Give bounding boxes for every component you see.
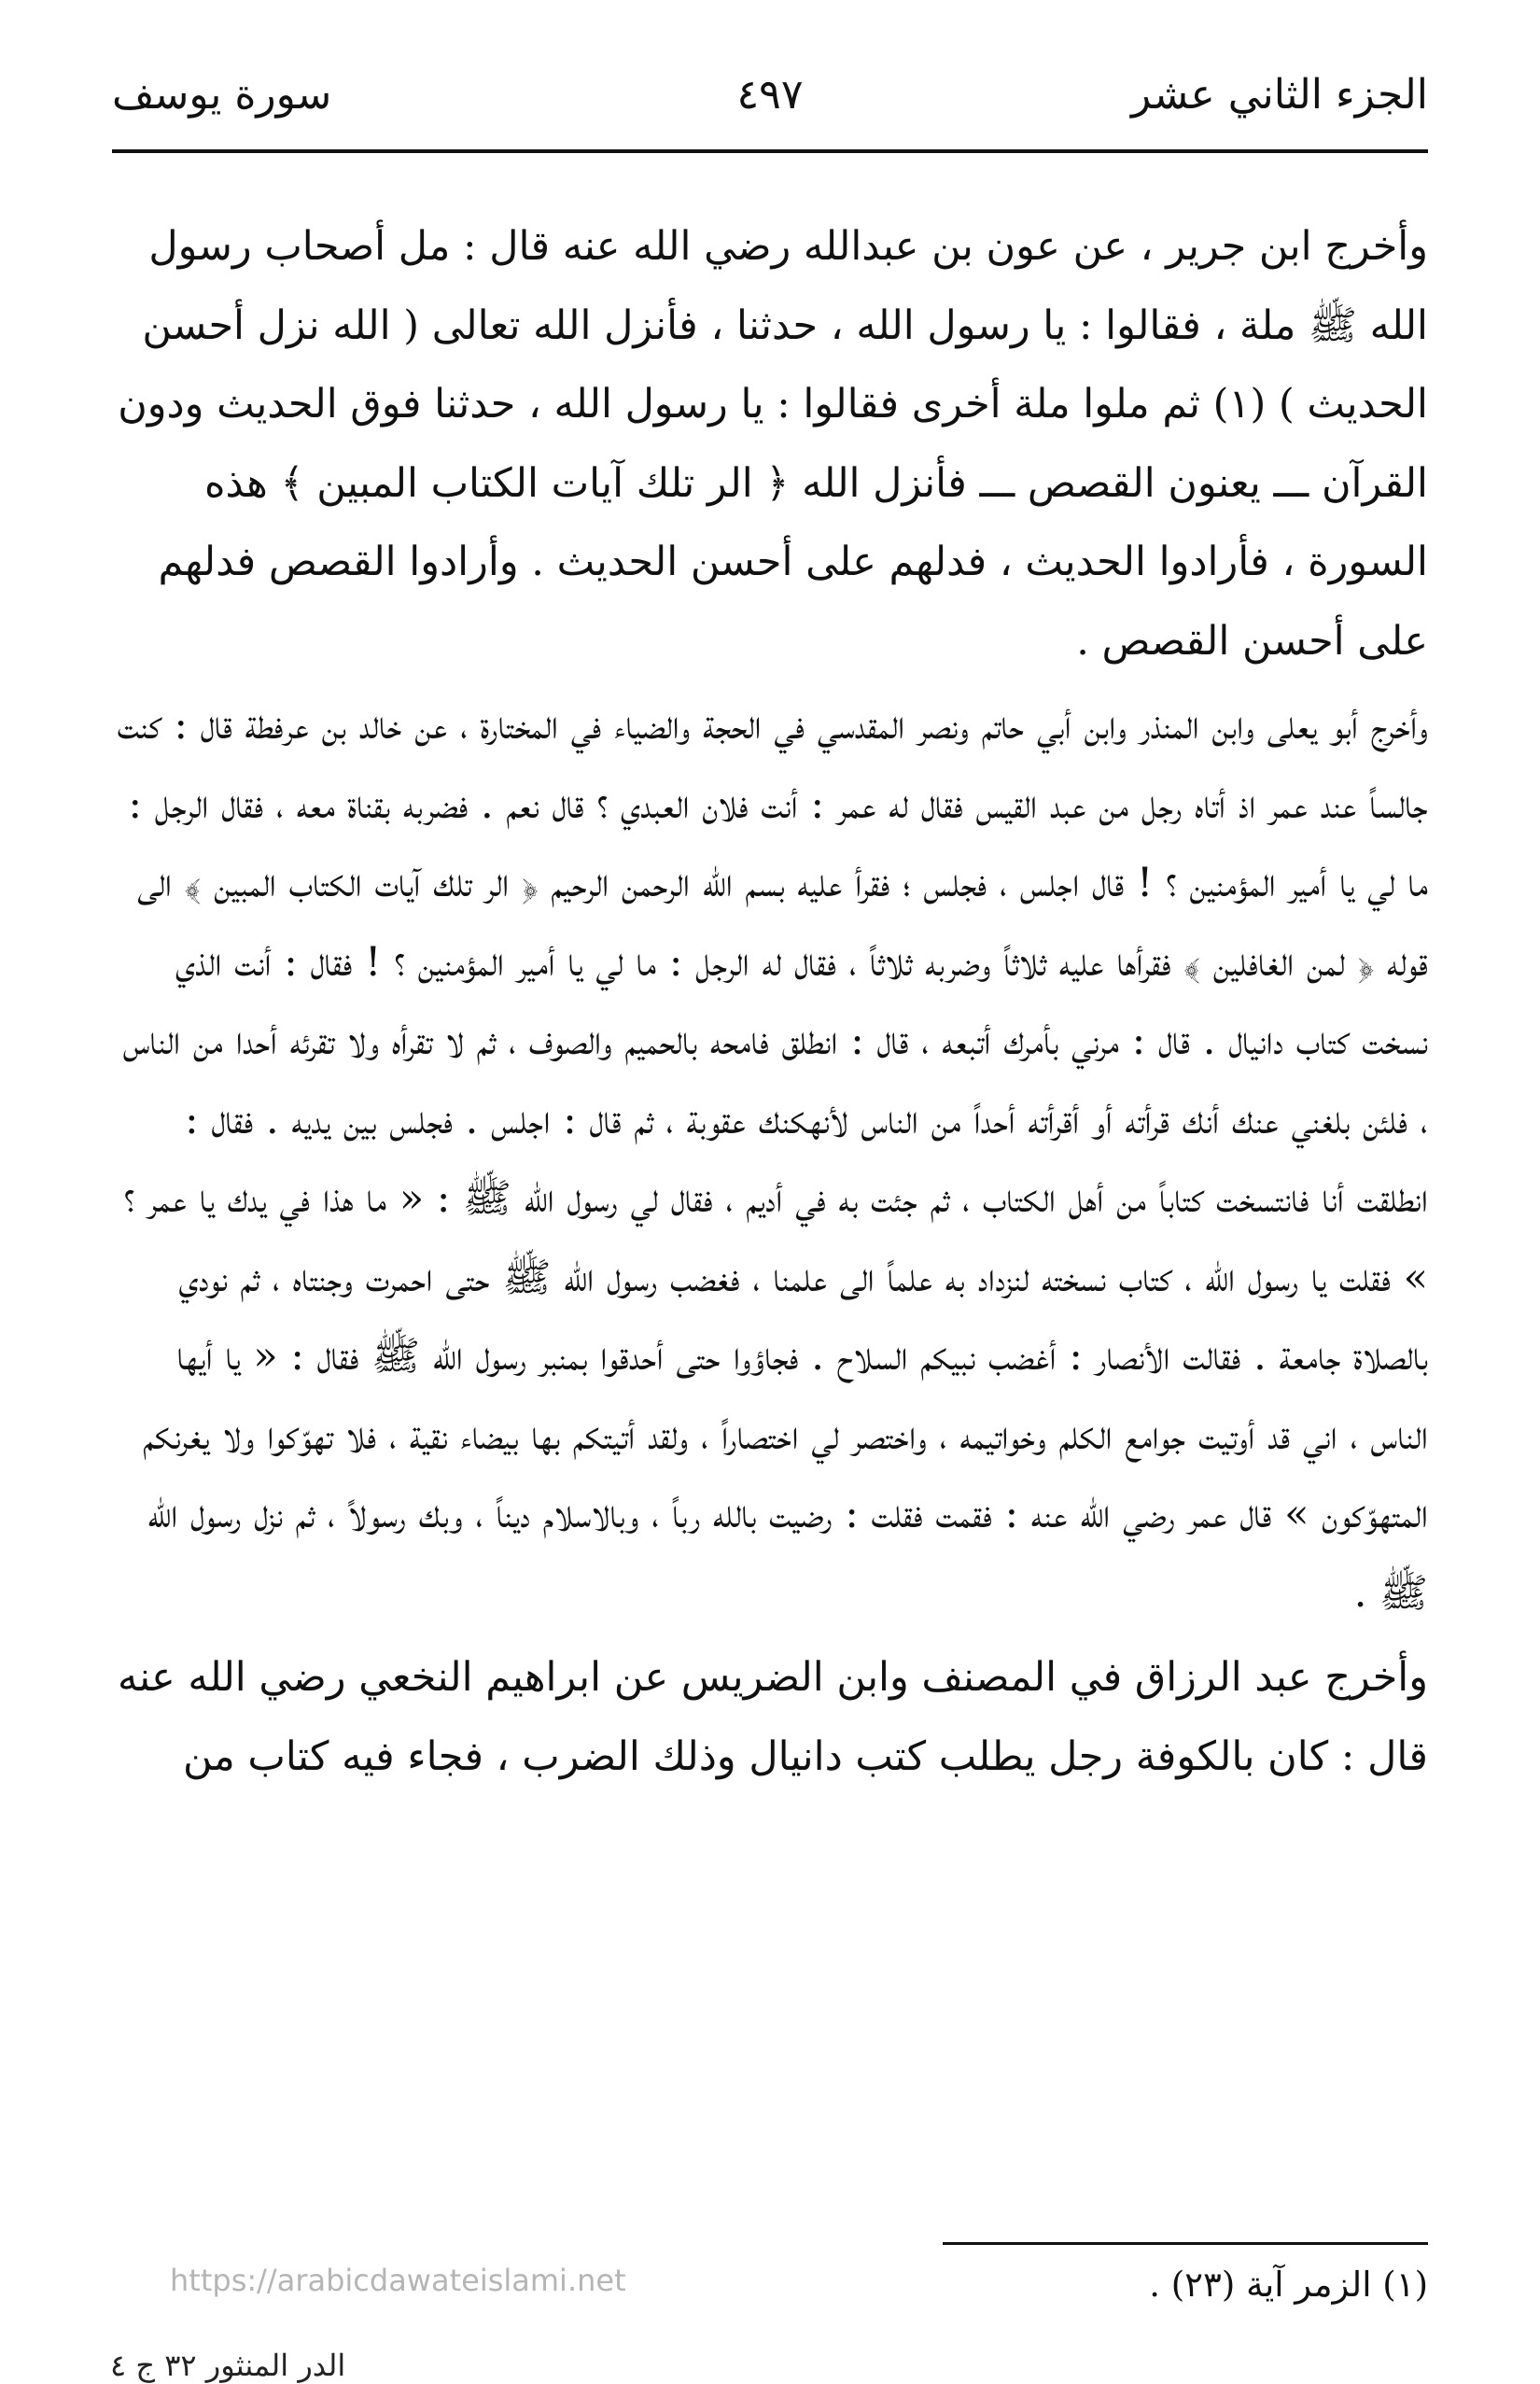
footnote-divider: [943, 2242, 1428, 2245]
bottom-signature: الدر المنثور ٣٢ ج ٤: [110, 2348, 346, 2383]
header-page-number: ٤٩٧: [736, 71, 804, 119]
footnote: (١) الزمر آية (٢٣) .: [1149, 2265, 1428, 2305]
header-part-title: الجزء الثاني عشر: [1131, 71, 1428, 119]
paragraph-1: وأخرج ابن جرير ، عن عون بن عبدالله رضي الله عنه قال : مل أصحاب رسول الله ﷺ ملة ، فقالوا : يا رسول الله ، حدثنا ، فأنزل الله تعالى ( الله نزل أحسن الحديث ) (١) ثم ملوا ملة أخرى فقالوا : يا رسول الله ، حدثنا فوق الحديث ودون القرآن ـــ يعنون القصص ـــ فأنزل الله ﴿ الر تلك آيات الكتاب المبين ﴾ هذه السورة ، فأرادوا الحديث ، فدلهم على أحسن الحديث . وأرادوا القصص فدلهم على أحسن القصص .: [118, 223, 1428, 665]
header-divider: [112, 149, 1428, 153]
paragraph-3: وأخرج عبد الرزاق في المصنف وابن الضريس عن ابراهيم النخعي رضي الله عنه قال : كان بالكوفة رجل يطلب كتب دانيال وذلك الضرب ، فجاء فيه كتاب من: [118, 1654, 1428, 1780]
header-surah-title: سورة يوسف: [112, 71, 332, 119]
watermark-url: https://arabicdawateislami.net: [170, 2263, 626, 2298]
paragraph-2: وأخرج أبو يعلى وابن المنذر وابن أبي حاتم ونصر المقدسي في الحجة والضياء في المختارة ، عن خالد بن عرفطة قال : كنت جالساً عند عمر اذ أتاه رجل من عبد القيس فقال له عمر : أنت فلان العبدي ؟ قال نعم . فضربه بقناة معه ، فقال الرجل : ما لي يا أمير المؤمنين ؟ ! قال اجلس ، فجلس ؛ فقرأ عليه بسم الله الرحمن الرحيم ﴿ الر تلك آيات الكتاب المبين ﴾ الى قوله ﴿ لمن الغافلين ﴾ فقرأها عليه ثلاثاً وضربه ثلاثاً ، فقال له الرجل : ما لي يا أمير المؤمنين ؟ ! فقال : أنت الذي نسخت كتاب دانيال . قال : مرني بأمرك أتبعه ، قال : انطلق فامحه بالحميم والصوف ، ثم لا تقرأه ولا تقرئه أحدا من الناس ، فلئن بلغني عنك أنك قرأته أو أقرأته أحداً من الناس لأنهكنك عقوبة ، ثم قال : اجلس . فجلس بين يديه . فقال : انطلقت أنا فانتسخت كتاباً من أهل الكتاب ، ثم جئت به في أديم ، فقال لي رسول الله ﷺ : « ما هذا في يدك يا عمر ؟ » فقلت يا رسول الله ، كتاب نسخته لنزداد به علماً الى علمنا ، فغضب رسول الله ﷺ حتى احمرت وجنتاه ، ثم نودي بالصلاة جامعة . فقالت الأنصار : أغضب نبيكم السلاح . فجاؤوا حتى أحدقوا بمنبر رسول الله ﷺ فقال : « يا أيها الناس ، اني قد أوتيت جوامع الكلم وخواتيمه ، واختصر لي اختصاراً ، ولقد أتيتكم بها بيضاء نقية ، فلا تهوّكوا ولا يغرنكم المتهوّكون » قال عمر رضي الله عنه : فقمت فقلت : رضيت بالله رباً ، وبالاسلام ديناً ، وبك رسولاً ، ثم نزل رسول الله ﷺ .: [117, 702, 1428, 1617]
main-text: [112, 207, 1428, 1802]
page-header: [112, 58, 1428, 133]
